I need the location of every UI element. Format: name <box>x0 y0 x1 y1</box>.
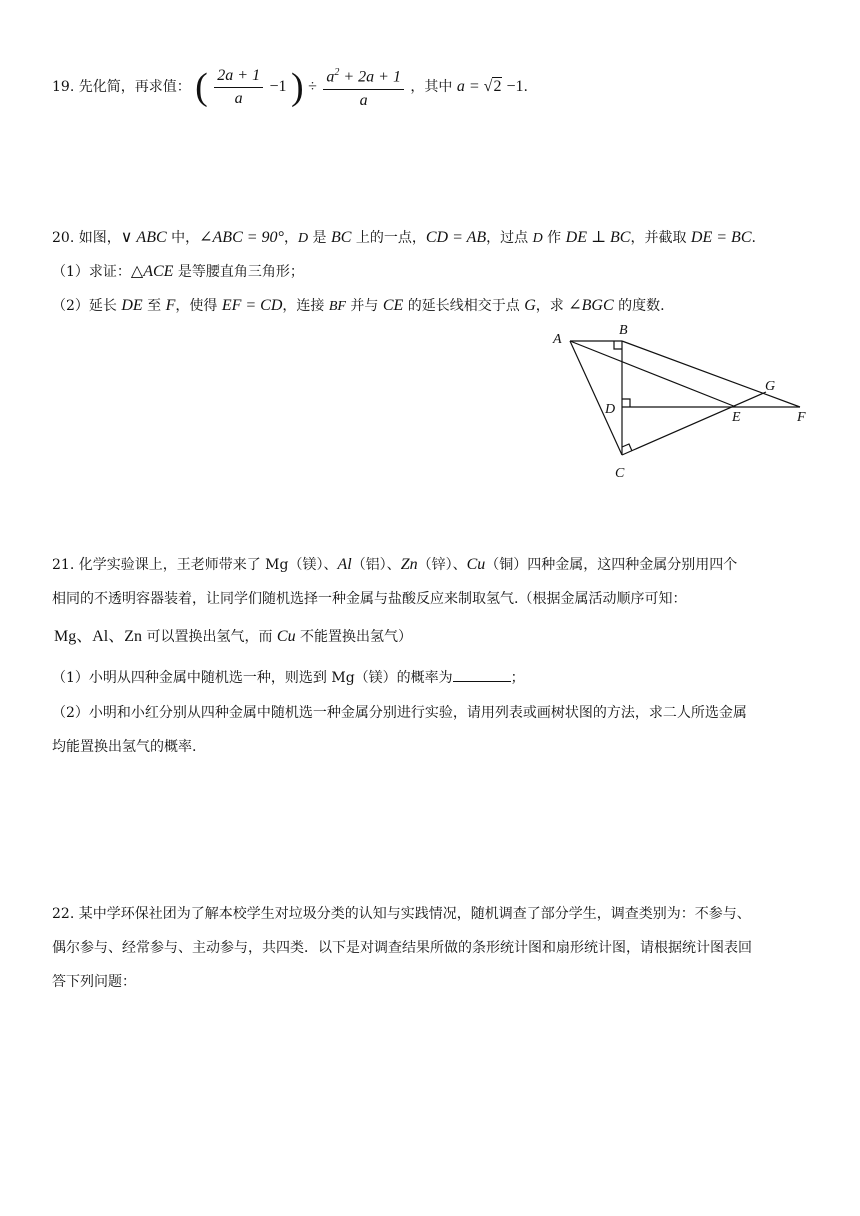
right-paren: ) <box>291 66 304 108</box>
q20-segment-bc: BC <box>330 229 352 246</box>
q21-metals: Mg、Al、Zn <box>54 628 143 645</box>
q20-text-math: F <box>165 297 176 314</box>
q21-text: 化学实验课上，王老师带来了 Mg（镁）、 <box>78 557 338 573</box>
label-b: B <box>619 323 628 338</box>
q21-text: （铝）、 <box>351 557 401 573</box>
q20-text-math: DE <box>121 297 143 314</box>
q19-end: . <box>523 79 528 95</box>
q19-number: 19. <box>52 79 75 95</box>
q20-angle: ∠ABC = 90° <box>199 229 284 246</box>
q20-text: 的延长线相交于点 <box>403 298 525 314</box>
q20-text-math: EF = CD <box>221 297 283 314</box>
q20-text: 中， <box>166 230 200 246</box>
q21-part-2 <box>52 703 747 723</box>
frac2-numerator <box>323 63 404 89</box>
frac1-numerator: 2a + 1 <box>214 66 263 88</box>
q20-triangle-ace: △ACE <box>130 263 174 280</box>
q21-part2-text: 均能置换出氢气的概率. <box>52 739 197 755</box>
q20-text: ，连接 <box>282 298 329 314</box>
q20-text: ， <box>283 230 298 246</box>
q21-number: 21. <box>52 557 75 573</box>
q20-text-math: CE <box>382 297 404 314</box>
q20-triangle: ∨ ABC <box>120 229 167 246</box>
q20-text: 上的一点， <box>351 230 426 246</box>
q22-text: 答下列问题： <box>52 974 136 990</box>
frac2-rest: + 2a + 1 <box>339 68 401 86</box>
q21-line-1 <box>52 555 737 575</box>
q20-part-1 <box>52 262 304 282</box>
q20-text: ，过点 <box>486 230 533 246</box>
q21-text: （锌）、 <box>417 557 467 573</box>
q20-text: 的度数. <box>613 298 665 314</box>
q21-part-1 <box>52 667 525 688</box>
q21-line-2 <box>52 589 686 609</box>
label-g: G <box>765 379 776 394</box>
q19-fraction-1 <box>214 66 263 109</box>
segment-cg <box>622 392 766 455</box>
right-angle-d <box>622 399 630 407</box>
sqrt-sign: √ <box>483 78 493 95</box>
q20-text: ，使得 <box>175 298 222 314</box>
label-a: A <box>553 332 562 347</box>
q22-text: 某中学环保社团为了解本校学生对垃圾分类的认知与实践情况，随机调查了部分学生，调查类别为：不参与、 <box>78 906 751 922</box>
q21-part2-text: （2）小明和小红分别从四种金属中随机选一种金属分别进行实验，请用列表或画树状图的方法，求二人所选金属 <box>52 705 747 721</box>
q21-math: Zn <box>400 556 418 573</box>
q21-line-3 <box>54 627 412 647</box>
q22-line-2 <box>52 938 752 958</box>
q20-perpendicular: DE ⊥ BC <box>565 229 631 246</box>
frac2-a: a <box>326 68 335 86</box>
q20-line-1 <box>52 228 756 249</box>
label-d: D <box>605 402 616 417</box>
q19-line <box>52 62 528 112</box>
q20-point-d: D <box>297 231 309 246</box>
right-angle-c <box>622 444 632 451</box>
label-e: E <box>732 410 741 425</box>
right-angle-b <box>614 341 622 349</box>
q20-text: ，并截取 <box>630 230 691 246</box>
q22-line-3 <box>52 972 136 992</box>
minus-one: −1 <box>269 78 287 95</box>
left-paren: ( <box>195 66 208 108</box>
q20-number: 20. <box>52 230 75 246</box>
q20-equation-2: DE = BC <box>690 229 752 246</box>
answer-blank[interactable] <box>453 667 511 682</box>
q21-text: 相同的不透明容器装着，让同学们随机选择一种金属与盐酸反应来制取氢气.（根据金属活动顺序可知： <box>52 591 687 607</box>
q21-math: Al <box>337 556 352 573</box>
q20-point-d: D <box>532 231 543 246</box>
q20-text: . <box>751 230 756 246</box>
label-f: F <box>797 410 806 425</box>
frac2-denominator: a <box>359 91 368 109</box>
q20-part1-text: 是等腰直角三角形； <box>173 264 304 280</box>
q20-text: 并与 <box>345 298 383 314</box>
q21-math: Cu <box>466 556 486 573</box>
q19-lead: 先化简，再求值： <box>78 79 191 95</box>
q19-condition-rest: −1 <box>502 78 524 95</box>
frac1-denominator: a <box>234 89 243 107</box>
q20-equation: CD = AB <box>425 229 487 246</box>
q20-text: 至 <box>142 298 166 314</box>
frac2-exponent: 2 <box>334 67 340 79</box>
q20-text-math: ∠BGC <box>568 297 614 314</box>
q22-text: 偶尔参与、经常参与、主动参与，共四类．以下是对调查结果所做的条形统计图和扇形统计图，请根据统计图表回 <box>52 940 752 956</box>
q20-part1-label: （1）求证： <box>52 264 131 280</box>
q20-text-math: G <box>524 297 536 314</box>
q21-text: 不能置换出氢气） <box>295 629 413 645</box>
q21-text: （铜）四种金属，这四种金属分别用四个 <box>485 557 738 573</box>
q20-text: 作 <box>542 230 566 246</box>
q21-text: 可以置换出氢气，而 <box>142 629 277 645</box>
q22-line-1 <box>52 904 751 924</box>
sqrt-radicand: 2 <box>493 78 502 95</box>
q21-text: ； <box>510 670 525 686</box>
q20-part2-label: （2）延长 <box>52 298 122 314</box>
q20-text: ，求 <box>535 298 569 314</box>
q19-condition-lhs: a = <box>456 78 484 95</box>
q21-part1-text: （1）小明从四种金属中随机选一种，则选到 Mg（镁）的概率为 <box>52 670 453 686</box>
geometry-figure <box>540 318 830 488</box>
q22-number: 22. <box>52 906 75 922</box>
q21-part-2b <box>52 737 196 757</box>
divide-sign: ÷ <box>308 78 317 95</box>
q20-text: 是 <box>308 230 331 246</box>
q19-mid: ，其中 <box>410 79 453 95</box>
label-c: C <box>615 466 625 481</box>
q21-math: Cu <box>276 628 296 645</box>
q20-text-math: BF <box>328 299 346 314</box>
q19-fraction-2 <box>323 63 404 110</box>
q20-text: 如图， <box>78 230 121 246</box>
q20-part-2 <box>52 296 665 317</box>
